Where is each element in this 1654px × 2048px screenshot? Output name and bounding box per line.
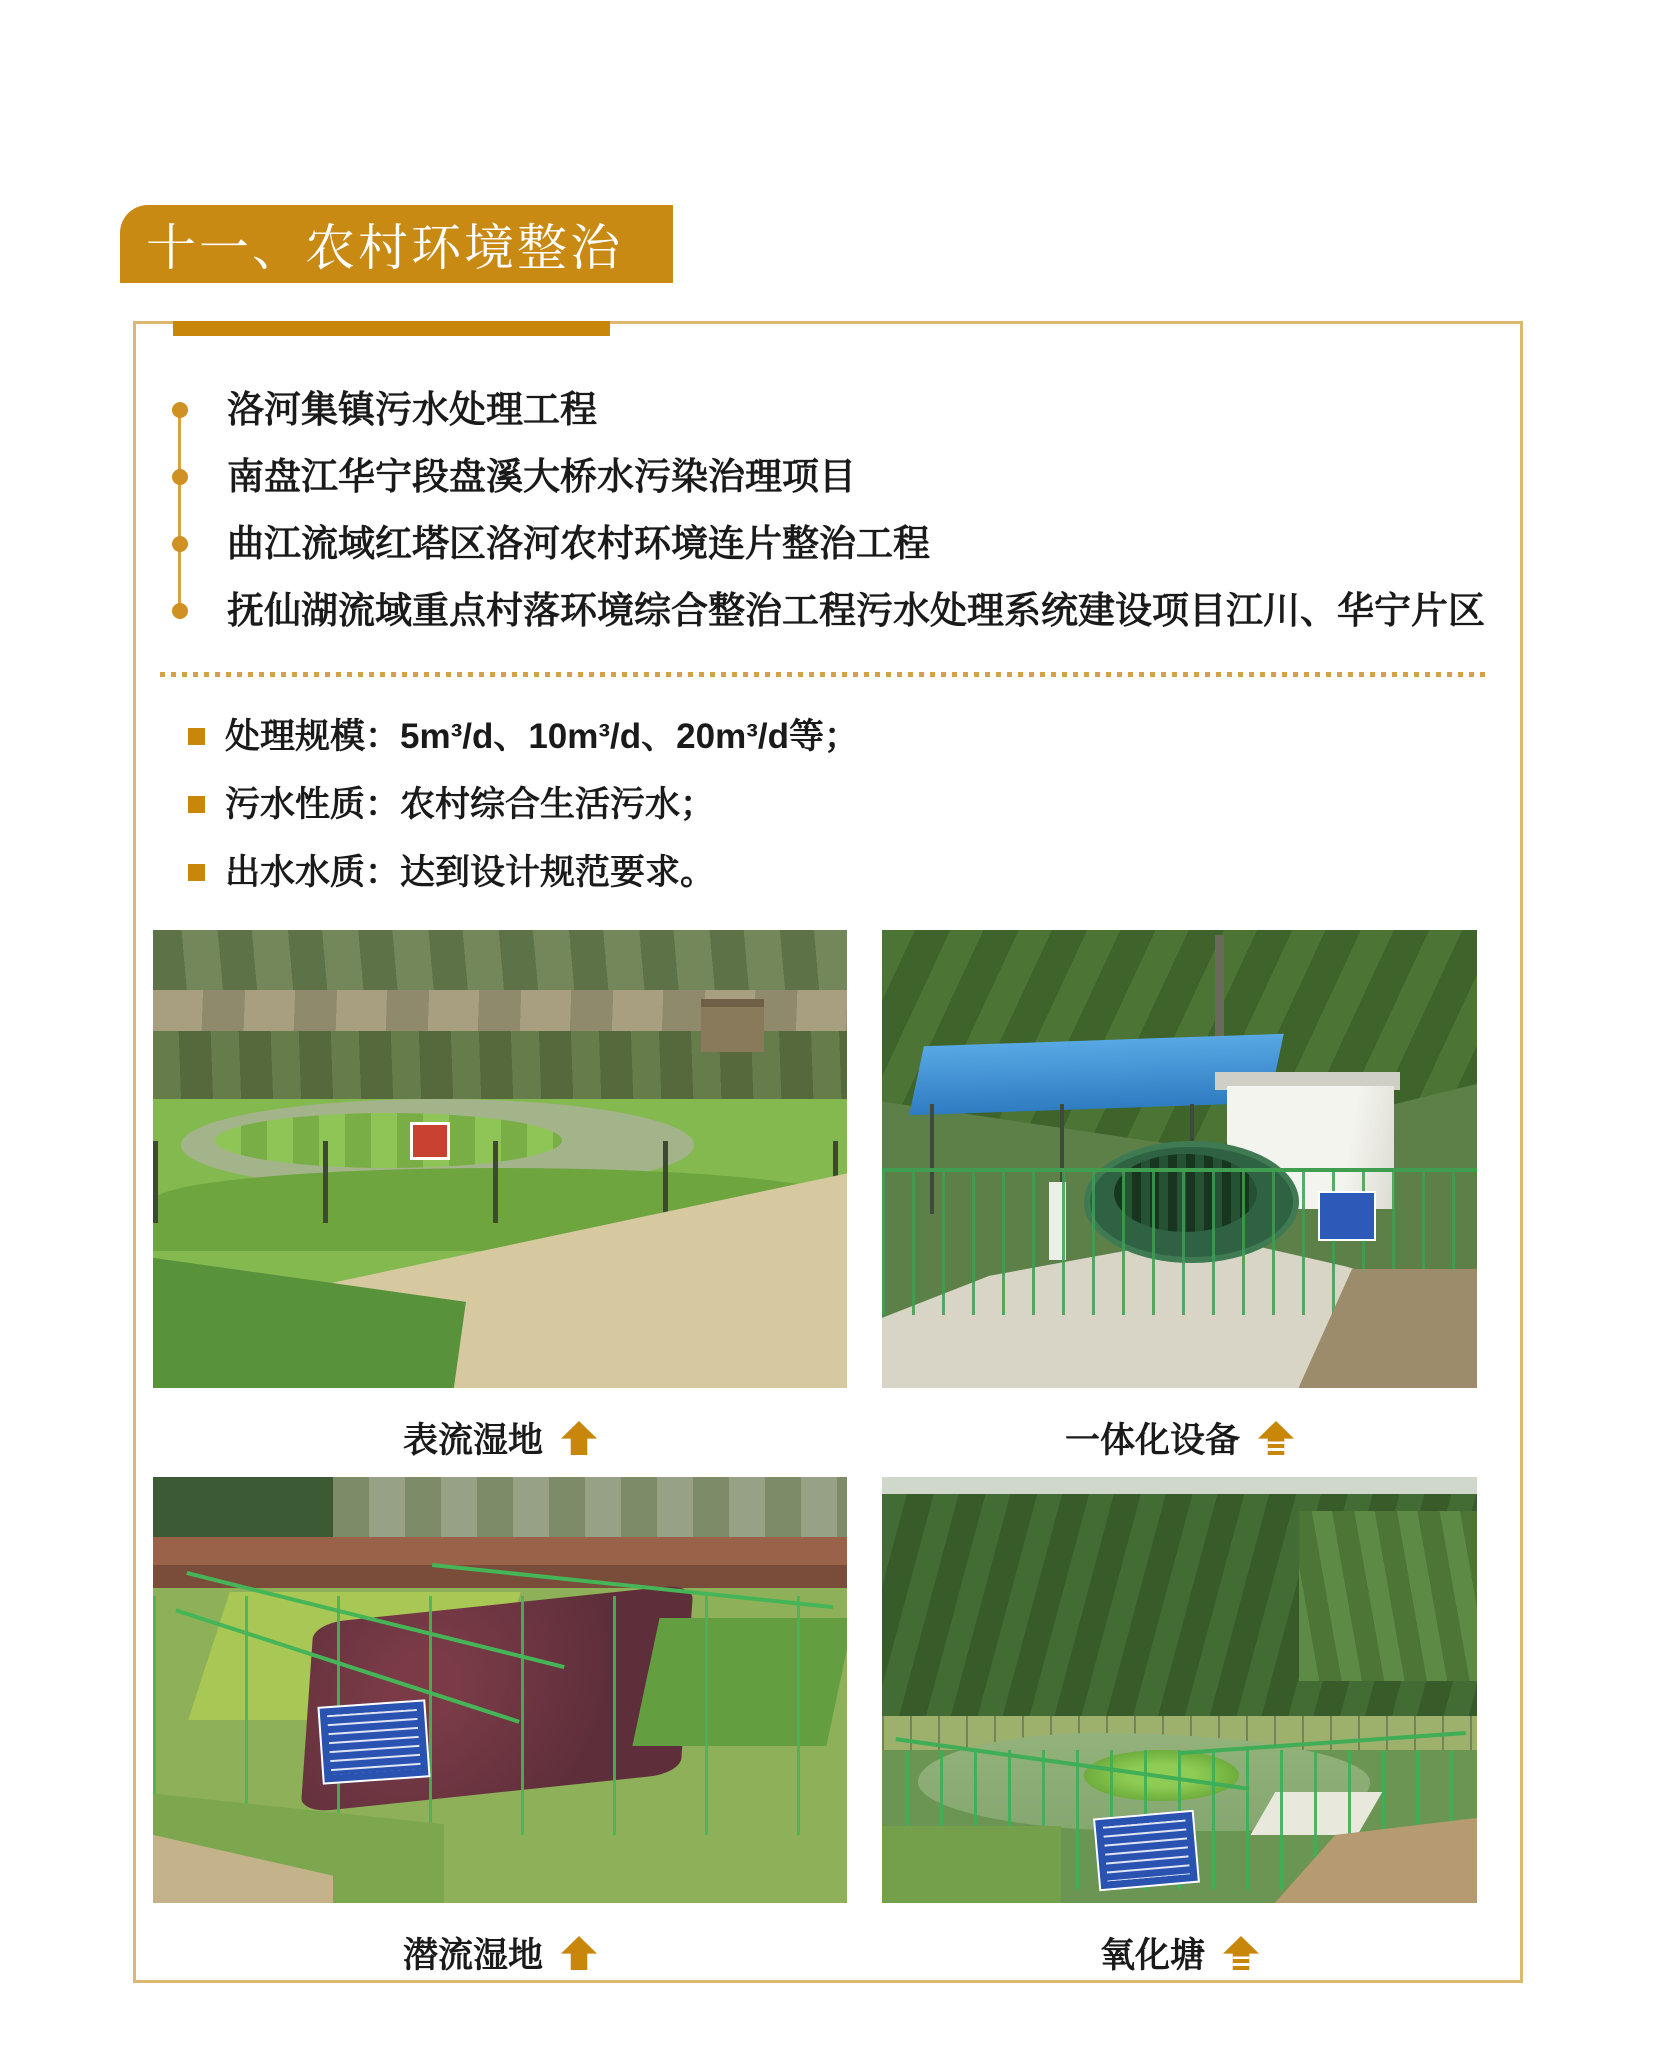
bullet-dot-icon [172, 469, 188, 485]
fence-posts [153, 1596, 847, 1835]
up-arrow-icon [561, 1421, 597, 1455]
spec-row [188, 853, 859, 892]
photo-caption [882, 1416, 1477, 1460]
project-label: 抚仙湖流域重点村落环境综合整治工程污水处理系统建设项目江川、华宁片区 [227, 590, 1485, 631]
project-list [172, 388, 1492, 656]
project-item [172, 522, 1492, 565]
photo-caption [153, 1931, 847, 1975]
up-arrow-icon [561, 1936, 597, 1970]
up-arrow-icon [1223, 1936, 1259, 1970]
spec-row [188, 717, 859, 756]
bullet-dot-icon [172, 402, 188, 418]
spec-text: 出水水质：达到设计规范要求。 [225, 853, 716, 892]
retaining-wall [153, 1537, 847, 1588]
caption-label: 一体化设备 [1064, 1421, 1240, 1460]
bullet-connector-line [178, 410, 181, 611]
decorative-top-bar [173, 321, 610, 336]
blue-safety-sign [317, 1699, 430, 1784]
project-item [172, 455, 1492, 498]
up-arrow-icon [1258, 1421, 1294, 1455]
spec-row [188, 785, 859, 824]
figure-oxidation-pond [882, 1477, 1477, 1975]
project-item [172, 388, 1492, 431]
section-title-banner [120, 205, 673, 283]
bullet-dot-icon [172, 536, 188, 552]
square-bullet-icon [188, 728, 205, 745]
project-item [172, 589, 1492, 632]
photo-subsurface-flow-wetland [153, 1477, 847, 1903]
photo-surface-flow-wetland [153, 930, 847, 1388]
caption-label: 表流湿地 [402, 1421, 543, 1460]
blue-sign [1318, 1191, 1376, 1241]
foreground-grass [882, 1826, 1061, 1903]
square-bullet-icon [188, 864, 205, 881]
figure-integrated-equipment [882, 930, 1477, 1460]
photo-caption [882, 1931, 1477, 1975]
figure-surface-flow-wetland [153, 930, 847, 1460]
caption-label: 潜流湿地 [402, 1936, 543, 1975]
caption-label: 氧化塘 [1099, 1936, 1205, 1975]
farm-house [701, 999, 763, 1053]
spec-text: 处理规模：5m³/d、10m³/d、20m³/d等； [225, 717, 859, 756]
mountain-light [1299, 1511, 1478, 1681]
photo-oxidation-pond [882, 1477, 1477, 1903]
project-label: 曲江流域红塔区洛河农村环境连片整治工程 [227, 523, 930, 564]
section-title: 十一、农村环境整治 [146, 220, 623, 276]
blue-safety-sign [1093, 1809, 1200, 1891]
figure-subsurface-flow-wetland [153, 1477, 847, 1975]
content-box [133, 321, 1523, 1983]
hillside-trees [153, 930, 847, 994]
spec-text: 污水性质：农村综合生活污水； [225, 785, 716, 824]
spec-list [188, 717, 859, 921]
photo-integrated-equipment [882, 930, 1477, 1388]
project-label: 南盘江华宁段盘溪大桥水污染治理项目 [227, 456, 856, 497]
bullet-dot-icon [172, 603, 188, 619]
square-bullet-icon [188, 796, 205, 813]
project-label: 洛河集镇污水处理工程 [227, 389, 597, 430]
photo-caption [153, 1416, 847, 1460]
dotted-divider [160, 672, 1490, 677]
